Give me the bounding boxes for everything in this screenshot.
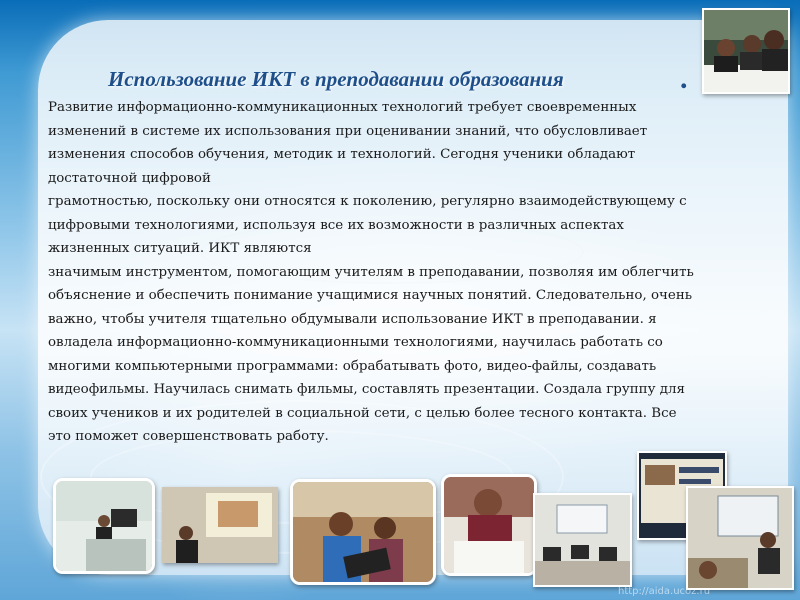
watermark: http://aida.ucoz.ru <box>618 586 711 597</box>
photo-computer-lab <box>533 493 632 587</box>
text-line: грамотностью, поскольку они относятся к поколению, регулярно взаимодействующему с <box>48 194 687 209</box>
text-line: это поможет совершенствовать работу. <box>48 429 329 444</box>
text-line: своих учеников и их родителей в социальной сети, с целью более тесного контакта. Все <box>48 405 677 421</box>
slide-title: Использование ИКТ в преподавании образования <box>108 67 564 91</box>
text-line: значимым инструментом, помогающим учителям в преподавании, позволяя им облегчить <box>48 264 694 280</box>
text-line: жизненных ситуаций. ИКТ являются <box>48 241 312 256</box>
text-line: многими компьютерными программами: обрабатывать фото, видео-файлы, создавать <box>48 358 657 374</box>
title-dot: . <box>680 62 688 95</box>
text-line: объяснение и обеспечить понимание учащимися научных понятий. Следовательно, очень <box>48 288 693 303</box>
text-line: цифровыми технологиями, используя все их возможности в различных аспектах <box>48 217 624 233</box>
slide-body-text <box>48 96 748 449</box>
photo-students-classroom <box>702 8 790 94</box>
text-line: овладела информационно-коммуникационными технологиями, научилась работать со <box>48 335 663 350</box>
text-line: изменений в системе их использования при оценивании знаний, что обусловливает <box>48 123 648 139</box>
text-line: достаточной цифровой <box>48 170 211 186</box>
text-line: изменения способов обучения, методик и технологий. Сегодня ученики обладают <box>48 147 636 162</box>
photo-student-writing <box>441 474 537 576</box>
text-line: важно, чтобы учителя тщательно обдумывали использование ИКТ в преподавании. я <box>48 311 657 327</box>
photo-teacher-computer <box>53 478 155 574</box>
photo-children-laptop <box>290 479 436 585</box>
photo-teacher-projector <box>162 487 278 563</box>
text-line: видеофильмы. Научилась снимать фильмы, составлять презентации. Создала группу для <box>48 382 685 397</box>
text-line: Развитие информационно-коммуникационных технологий требует своевременных <box>48 100 637 115</box>
photo-teacher-at-board <box>686 486 794 590</box>
